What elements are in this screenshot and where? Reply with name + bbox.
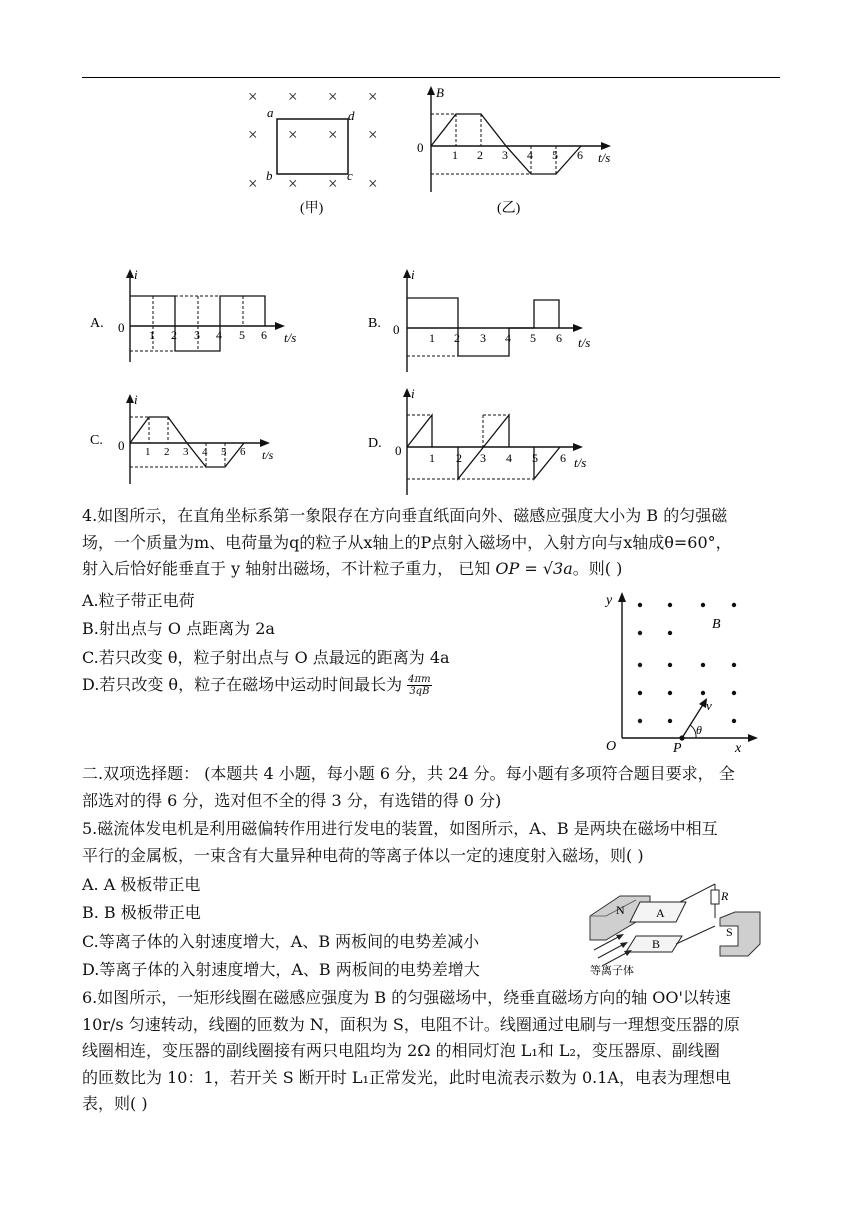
- svg-text:3: 3: [194, 328, 200, 342]
- svg-text:2: 2: [454, 331, 460, 345]
- svg-text:3: 3: [480, 331, 486, 345]
- figure-jia: [240, 82, 390, 222]
- b-curve: [431, 114, 581, 174]
- y-axis-arrow: [427, 86, 435, 95]
- svg-text:×: ×: [288, 174, 298, 193]
- corner-a: a: [267, 105, 274, 120]
- figure-label-yi: (乙): [497, 201, 521, 216]
- svg-text:6: 6: [261, 328, 267, 342]
- svg-text:t/s: t/s: [574, 455, 587, 470]
- option-b-letter: B.: [368, 316, 381, 331]
- option-a-graph: [88, 266, 318, 366]
- svg-text:1: 1: [429, 451, 435, 465]
- q4-figure: [600, 588, 770, 756]
- svg-text:4: 4: [216, 328, 222, 342]
- svg-text:0: 0: [395, 443, 402, 458]
- q6-stem: 6.如图所示，一矩形线圈在磁感应强度为 B 的匀强磁场中，绕垂直磁场方向的轴 OO'以转速 10r/s 匀速转动，线圈的匝数为 N，面积为 S，电阻不计。线圈通过电刷与一理想变压器的原 线圈相连，变压器的副线圈接有两只电阻均为 2Ω 的相同灯泡 L₁和 L₂，变压器原、副线圈 的匝数比为 10：1，若开关 S 断开时 L₁正常发光，此时电流表示数为 0.1A，电表为理想电 表，则( ): [82, 988, 740, 1113]
- svg-text:i: i: [411, 267, 415, 282]
- svg-text:i: i: [134, 267, 138, 282]
- svg-text:R: R: [721, 889, 729, 903]
- svg-text:t/s: t/s: [284, 330, 297, 345]
- q5-option-b[interactable]: B. B 极板带正电: [82, 903, 201, 922]
- figure-yi: [415, 82, 625, 222]
- svg-text:4: 4: [527, 148, 533, 162]
- svg-text:θ: θ: [696, 723, 702, 737]
- q4-option-b[interactable]: B.射出点与 O 点距离为 2a: [82, 619, 275, 638]
- q5-figure: [580, 878, 780, 978]
- svg-text:等离子体: 等离子体: [590, 965, 634, 977]
- q4-option-d-text: D.若只改变 θ，粒子在磁场中运动时间最长为: [82, 675, 403, 694]
- option-c-graph: [88, 392, 298, 492]
- svg-text:1: 1: [429, 331, 435, 345]
- svg-text:B: B: [652, 937, 661, 951]
- svg-text:5: 5: [221, 446, 227, 458]
- svg-text:6: 6: [560, 451, 566, 465]
- svg-text:x: x: [735, 741, 742, 756]
- svg-text:i: i: [411, 386, 415, 401]
- svg-text:2: 2: [456, 451, 462, 465]
- option-a-letter: A.: [90, 316, 104, 331]
- svg-text:1: 1: [145, 446, 151, 458]
- svg-text:×: ×: [368, 174, 378, 193]
- svg-text:2: 2: [171, 328, 177, 342]
- svg-text:i: i: [134, 392, 138, 407]
- option-c-letter: C.: [90, 433, 103, 448]
- svg-text:A: A: [656, 906, 665, 920]
- svg-text:×: ×: [248, 125, 258, 144]
- svg-text:N: N: [616, 903, 625, 917]
- option-d-graph: [366, 385, 606, 497]
- q4-stem-line-2: 场，一个质量为m、电荷量为q的粒子从x轴上的P点射入磁场中，入射方向与x轴成θ=60°，: [82, 532, 732, 552]
- q5-option-c[interactable]: C.等离子体的入射速度增大，A、B 两板间的电势差减小: [82, 932, 480, 951]
- svg-text:0: 0: [118, 438, 125, 453]
- svg-text:3: 3: [480, 451, 486, 465]
- corner-c: c: [347, 168, 353, 183]
- q5-option-d[interactable]: D.等离子体的入射速度增大，A、B 两板间的电势差增大: [82, 960, 480, 979]
- svg-text:4: 4: [505, 331, 511, 345]
- svg-text:0: 0: [118, 320, 125, 335]
- svg-text:O: O: [606, 739, 617, 754]
- origin-label: 0: [417, 140, 424, 155]
- q4-stem-line-1: 4.如图所示，在直角坐标系第一象限存在方向垂直纸面向外、磁感应强度大小为 B 的匀强磁: [82, 506, 728, 525]
- option-d-letter: D.: [368, 436, 382, 451]
- svg-text:4: 4: [506, 451, 512, 465]
- svg-text:6: 6: [240, 446, 246, 458]
- svg-text:t/s: t/s: [578, 335, 591, 350]
- svg-text:5: 5: [532, 451, 538, 465]
- svg-text:t/s: t/s: [262, 448, 274, 462]
- svg-text:5: 5: [239, 328, 245, 342]
- corner-d: d: [348, 108, 355, 123]
- svg-text:×: ×: [248, 174, 258, 193]
- svg-text:×: ×: [288, 125, 298, 144]
- svg-text:6: 6: [577, 148, 583, 162]
- svg-text:3: 3: [502, 148, 508, 162]
- svg-text:×: ×: [328, 174, 338, 193]
- q4-option-d[interactable]: [82, 672, 432, 698]
- svg-text:0: 0: [393, 322, 400, 337]
- resistor-r: [711, 890, 719, 904]
- q5-stem: 5.磁流体发电机是利用磁偏转作用进行发电的装置，如图所示，A、B 是两块在磁场中相互 平行的金属板，一束含有大量异种电荷的等离子体以一定的速度射入磁场，则( ): [82, 819, 718, 865]
- svg-text:1: 1: [452, 148, 458, 162]
- svg-text:×: ×: [288, 87, 298, 106]
- q5-option-a[interactable]: A. A 极板带正电: [82, 875, 201, 894]
- svg-text:×: ×: [368, 87, 378, 106]
- x-axis-arrow: [601, 142, 611, 150]
- svg-text:S: S: [726, 925, 733, 939]
- svg-text:2: 2: [477, 148, 483, 162]
- svg-text:3: 3: [183, 446, 189, 458]
- header-rule: [82, 77, 780, 78]
- svg-text:×: ×: [248, 87, 258, 106]
- svg-text:5: 5: [530, 331, 536, 345]
- svg-text:v: v: [706, 698, 712, 713]
- q4-option-d-fraction: $\frac{4\pi m}{3qB}$: [408, 674, 431, 697]
- svg-text:4: 4: [202, 446, 208, 458]
- op-formula: OP = √3a: [495, 559, 573, 578]
- figure-label-jia: (甲): [300, 201, 324, 216]
- svg-text:×: ×: [368, 125, 378, 144]
- svg-text:×: ×: [328, 87, 338, 106]
- option-b-graph: [366, 266, 606, 376]
- svg-text:6: 6: [556, 331, 562, 345]
- q4-stem-line-3: 射入后恰好能垂直于 y 轴射出磁场，不计粒子重力， 已知 OP = √3a。则( ): [82, 559, 623, 578]
- q4-option-a[interactable]: A.粒子带正电荷: [82, 591, 195, 610]
- yi-tick-labels: [452, 148, 583, 162]
- svg-text:y: y: [606, 593, 613, 608]
- svg-text:1: 1: [149, 328, 155, 342]
- corner-b: b: [266, 168, 273, 183]
- svg-text:P: P: [673, 741, 682, 756]
- q4-stem: [82, 503, 782, 583]
- svg-text:2: 2: [164, 446, 170, 458]
- x-axis-label: t/s: [598, 150, 611, 165]
- field-dots: [638, 603, 736, 741]
- svg-text:5: 5: [552, 148, 558, 162]
- svg-text:B: B: [712, 617, 721, 632]
- svg-text:×: ×: [328, 125, 338, 144]
- q4-option-c[interactable]: C.若只改变 θ，粒子射出点与 O 点最远的距离为 4a: [82, 648, 450, 667]
- y-axis-label: B: [436, 85, 444, 100]
- section-2-header: 二.双项选择题： (本题共 4 小题，每小题 6 分，共 24 分。每小题有多项符合题目要求， 全 部选对的得 6 分，选对但不全的得 3 分，有选错的得 0 分): [82, 764, 735, 810]
